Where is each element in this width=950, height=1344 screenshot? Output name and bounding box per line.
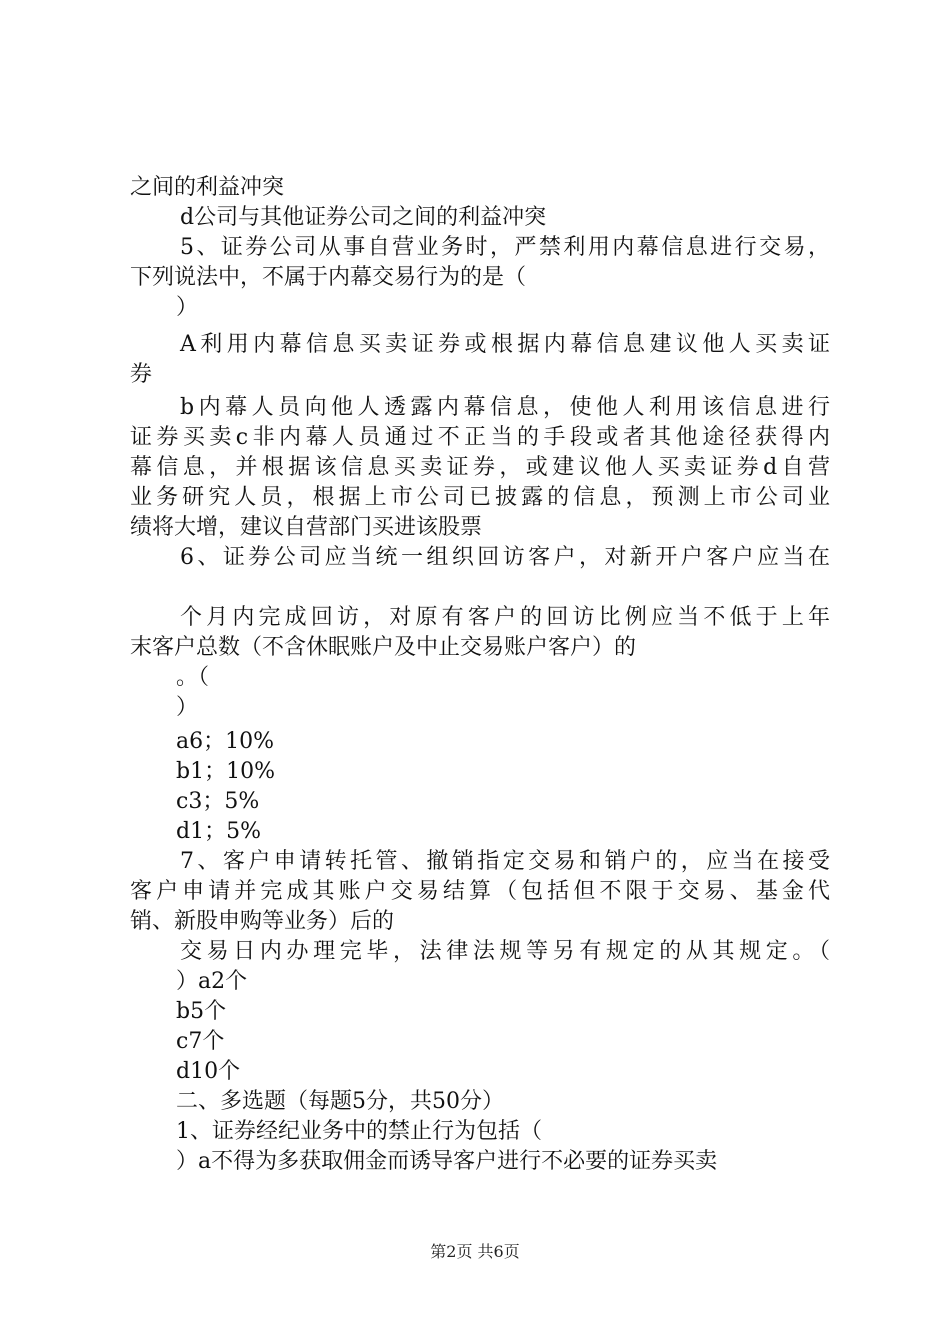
text-line: d1；5% xyxy=(176,819,261,844)
text-line: d公司与其他证券公司之间的利益冲突 xyxy=(180,205,547,230)
text-line: A利用内幕信息买卖证券或根据内幕信息建议他人买卖证 xyxy=(180,332,830,357)
text-line: 之间的利益冲突 xyxy=(130,175,285,200)
text-line: 交易日内办理完毕，法律法规等另有规定的从其规定。（ xyxy=(180,939,830,964)
text-line: ）a不得为多获取佣金而诱导客户进行不必要的证券买卖 xyxy=(176,1149,718,1174)
text-line: b内幕人员向他人透露内幕信息，使他人利用该信息进行 xyxy=(180,395,830,420)
text-line: 个月内完成回访，对原有客户的回访比例应当不低于上年 xyxy=(180,605,830,630)
text-line: 绩将大增，建议自营部门买进该股票 xyxy=(130,515,483,540)
text-line: 5、证券公司从事自营业务时，严禁利用内幕信息进行交易， xyxy=(180,235,830,260)
text-line: 客户申请并完成其账户交易结算（包括但不限于交易、基金代 xyxy=(130,879,830,904)
text-line: ） xyxy=(176,695,199,720)
text-line: 。（ xyxy=(176,665,210,690)
text-line: c7个 xyxy=(176,1029,225,1054)
text-line: 券 xyxy=(130,362,153,387)
text-line: b5个 xyxy=(176,999,227,1024)
text-line: 下列说法中，不属于内幕交易行为的是（ xyxy=(130,265,527,290)
text-line: 6、证券公司应当统一组织回访客户，对新开户客户应当在 xyxy=(180,545,830,570)
text-line: d10个 xyxy=(176,1059,241,1084)
section-heading: 二、多选题（每题5分，共50分） xyxy=(176,1089,504,1114)
text-line: b1；10% xyxy=(176,759,275,784)
text-line: 1、证券经纪业务中的禁止行为包括（ xyxy=(176,1119,542,1144)
text-line: 7、客户申请转托管、撤销指定交易和销户的，应当在接受 xyxy=(180,849,830,874)
text-line: 业务研究人员，根据上市公司已披露的信息，预测上市公司业 xyxy=(130,485,830,510)
text-line: 证券买卖c非内幕人员通过不正当的手段或者其他途径获得内 xyxy=(130,425,830,450)
text-line: 幕信息，并根据该信息买卖证券，或建议他人买卖证券d自营 xyxy=(130,455,830,480)
text-line: 末客户总数（不含休眠账户及中止交易账户客户）的 xyxy=(130,635,637,660)
text-line: c3；5% xyxy=(176,789,260,814)
text-line: a6；10% xyxy=(176,729,275,754)
text-line: 销、新股申购等业务）后的 xyxy=(130,909,395,934)
text-line: ） xyxy=(176,295,199,320)
page-number-footer: 第2页 共6页 xyxy=(430,1242,520,1261)
text-line: ）a2个 xyxy=(176,969,248,994)
